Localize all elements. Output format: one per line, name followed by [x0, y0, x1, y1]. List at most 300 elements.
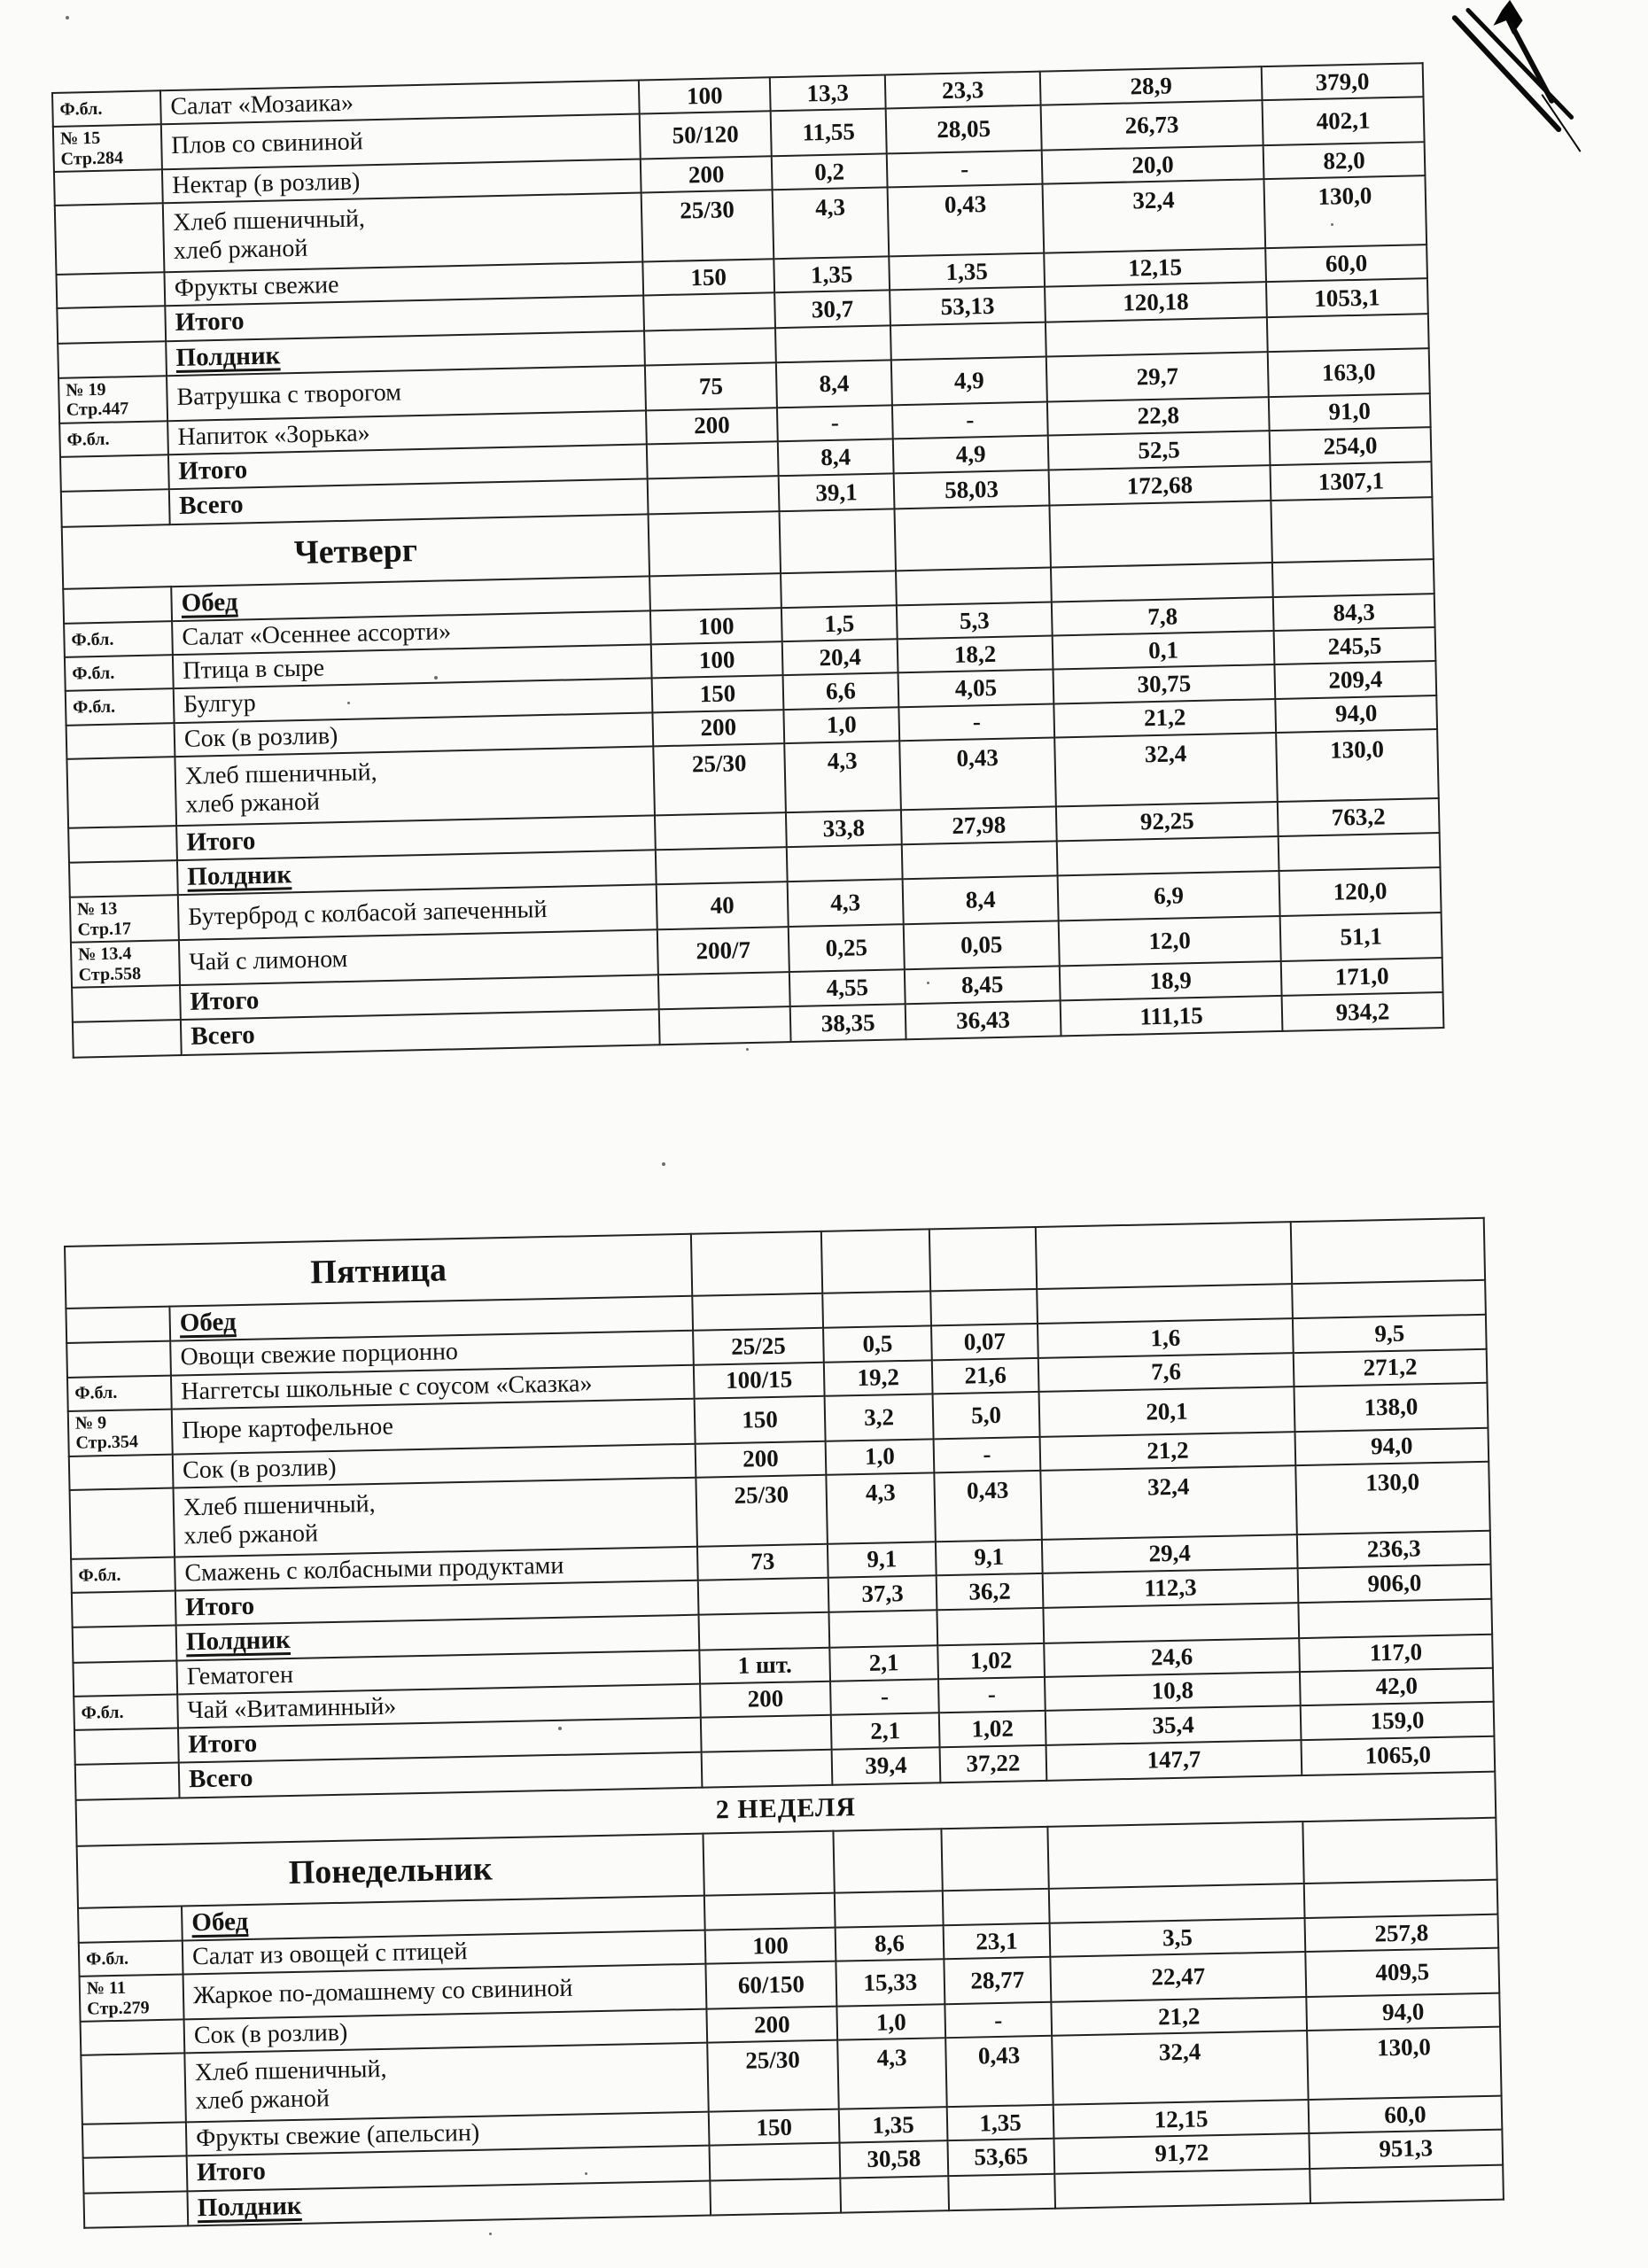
code-cell — [66, 757, 176, 828]
kcal-cell: 94,0 — [1306, 1993, 1500, 2031]
code-cell — [73, 1660, 177, 1697]
kcal-cell: 171,0 — [1281, 958, 1443, 996]
carbs-cell: 21,2 — [1051, 1997, 1307, 2036]
code-cell — [69, 860, 178, 897]
code-cell — [61, 490, 170, 527]
kcal-cell: 906,0 — [1298, 1565, 1492, 1604]
code-cell — [66, 723, 175, 759]
pen-stroke — [1465, 7, 1574, 120]
dish-name-cell: Чай «Витаминный» — [177, 1683, 701, 1728]
fat-cell: 1,02 — [937, 1643, 1045, 1679]
protein-cell: 39,4 — [832, 1748, 941, 1785]
code-cell: Ф.бл. — [79, 1940, 183, 1977]
dish-name-cell: Овощи свежие порционно — [170, 1331, 694, 1375]
code-cell: Ф.бл. — [71, 1557, 175, 1593]
empty-cell — [1049, 1884, 1305, 1923]
fat-cell: 0,43 — [945, 2036, 1053, 2107]
total-label-cell: Всего — [181, 1010, 660, 1055]
code-cell: Ф.бл. — [64, 621, 173, 657]
carbs-cell: 20,0 — [1042, 145, 1264, 184]
scan-speck — [662, 1162, 665, 1166]
meal-section-label: Полдник — [197, 2191, 302, 2222]
kcal-cell: 60,0 — [1265, 245, 1427, 282]
portion-cell: 50/120 — [640, 111, 772, 159]
portion-cell: 200 — [646, 408, 778, 444]
dish-name-cell: Нектар (в розлив) — [162, 159, 641, 203]
carbs-cell: 147,7 — [1046, 1740, 1302, 1780]
fat-cell: 0,05 — [904, 921, 1060, 970]
kcal-cell: 159,0 — [1301, 1702, 1495, 1741]
menu-table-week1 — [51, 62, 1444, 1058]
code-cell — [57, 307, 166, 344]
kcal-cell: 117,0 — [1299, 1634, 1493, 1672]
code-cell — [73, 1020, 182, 1057]
code-cell: Ф.бл. — [65, 655, 174, 691]
scan-speck — [489, 2233, 492, 2235]
portion-cell: 200 — [696, 1441, 827, 1477]
total-label-cell: Итого — [178, 1718, 702, 1763]
portion-cell: 200 — [700, 1681, 831, 1717]
empty-cell — [902, 842, 1058, 880]
portion-cell — [710, 2143, 841, 2180]
kcal-cell: 1307,1 — [1271, 462, 1433, 500]
code-cell: № 13.4 Стр.558 — [71, 940, 180, 987]
empty-cell — [649, 573, 781, 611]
kcal-cell: 409,5 — [1305, 1948, 1499, 1997]
code-cell — [75, 1763, 180, 1800]
empty-cell — [896, 567, 1052, 605]
kcal-cell: 257,8 — [1305, 1915, 1499, 1953]
day-header: Четверг — [62, 514, 649, 588]
fat-cell: 4,05 — [898, 670, 1054, 707]
code-cell: № 9 Стр.354 — [68, 1409, 173, 1456]
total-label-cell: Итого — [187, 2146, 711, 2191]
portion-cell: 150 — [695, 1396, 826, 1444]
kcal-cell: 402,1 — [1263, 97, 1425, 145]
dish-name-cell: Фрукты свежие — [164, 262, 643, 307]
kcal-cell: 245,5 — [1274, 627, 1436, 664]
empty-cell — [787, 844, 903, 882]
empty-cell — [780, 509, 896, 573]
portion-cell: 100/15 — [694, 1362, 825, 1398]
fat-cell: 18,2 — [898, 636, 1053, 673]
kcal-cell: 130,0 — [1263, 175, 1426, 248]
protein-cell: 4,3 — [784, 741, 901, 812]
code-cell — [54, 169, 163, 206]
carbs-cell: 1,6 — [1038, 1319, 1294, 1358]
empty-cell — [930, 1289, 1038, 1326]
carbs-cell: 21,2 — [1053, 699, 1276, 738]
carbs-cell: 12,0 — [1059, 916, 1281, 966]
portion-cell — [647, 441, 779, 479]
empty-cell — [943, 1888, 1050, 1925]
empty-cell — [894, 505, 1050, 571]
empty-cell — [1054, 2169, 1310, 2209]
menu-table — [51, 62, 1444, 1058]
day-header: Пятница — [65, 1234, 692, 1309]
kcal-cell: 84,3 — [1273, 594, 1435, 631]
portion-cell: 40 — [657, 882, 789, 930]
empty-cell — [692, 1293, 823, 1331]
empty-cell — [941, 1826, 1048, 1890]
empty-cell — [1043, 1603, 1299, 1643]
code-cell — [66, 1307, 170, 1344]
week-header: 2 НЕДЕЛЯ — [76, 1771, 1496, 1845]
portion-cell — [643, 293, 775, 331]
code-cell — [69, 1454, 174, 1490]
fat-cell: 0,43 — [934, 1471, 1042, 1542]
code-cell — [72, 985, 181, 1022]
empty-cell — [1036, 1222, 1292, 1289]
protein-cell: 4,3 — [773, 188, 890, 260]
protein-cell: 0,25 — [789, 924, 905, 972]
dish-name-cell: Сок (в розлив) — [173, 1443, 696, 1487]
total-label-cell: Итого — [176, 815, 656, 860]
empty-cell — [699, 1612, 830, 1650]
protein-cell: - — [777, 405, 893, 441]
fat-cell: 28,05 — [886, 105, 1042, 154]
portion-cell: 200/7 — [657, 927, 789, 975]
empty-cell — [929, 1227, 1037, 1291]
fat-cell: 5,3 — [897, 602, 1053, 640]
dish-name-cell: Сок (в розлив) — [175, 712, 654, 757]
protein-cell: 4,3 — [837, 2038, 947, 2109]
kcal-cell: 934,2 — [1282, 992, 1444, 1030]
protein-cell: 4,3 — [826, 1472, 936, 1543]
pen-stroke — [1541, 94, 1581, 152]
dish-name-cell: Хлеб пшеничный, хлеб ржаной — [163, 193, 643, 273]
kcal-cell: 120,0 — [1279, 867, 1442, 916]
empty-cell — [656, 847, 788, 885]
empty-cell — [1272, 559, 1434, 597]
empty-cell — [1298, 1599, 1492, 1638]
fat-cell: 23,3 — [885, 72, 1041, 109]
code-cell — [66, 1341, 171, 1378]
pen-mark-icon — [1444, 0, 1648, 168]
dish-name-cell: Хлеб пшеничный, хлеб ржаной — [184, 2043, 708, 2123]
kcal-cell: 254,0 — [1270, 427, 1432, 465]
protein-cell: 1,0 — [826, 1439, 935, 1475]
protein-cell: 1,0 — [836, 2004, 945, 2040]
portion-cell — [701, 1715, 832, 1752]
total-label-cell: Итого — [168, 444, 648, 489]
portion-cell: 25/30 — [707, 2040, 839, 2112]
carbs-cell: 172,68 — [1049, 465, 1271, 505]
code-cell: Ф.бл. — [67, 1375, 172, 1411]
protein-cell: 8,6 — [836, 1925, 944, 1961]
empty-cell — [833, 1829, 942, 1892]
kcal-cell: 271,2 — [1294, 1348, 1488, 1386]
code-cell — [81, 2054, 186, 2124]
meal-section-label: Полдник — [187, 860, 292, 891]
empty-cell — [840, 2176, 949, 2213]
portion-cell: 200 — [706, 2007, 837, 2043]
fat-cell: 1,35 — [947, 2105, 1054, 2141]
protein-cell: 11,55 — [771, 109, 887, 157]
kcal-cell: 130,0 — [1295, 1461, 1490, 1534]
dish-name-cell: Жаркое по-домашнему со свининой — [183, 1964, 707, 2020]
fat-cell: - — [898, 703, 1054, 741]
code-cell — [74, 1728, 179, 1765]
protein-cell: 1,5 — [781, 605, 898, 641]
carbs-cell: 12,15 — [1044, 248, 1266, 287]
empty-cell — [835, 1891, 944, 1928]
empty-cell — [937, 1608, 1044, 1645]
fat-cell: 9,1 — [936, 1540, 1043, 1576]
empty-cell — [644, 328, 776, 366]
carbs-cell: 22,47 — [1050, 1952, 1306, 2002]
fat-cell: 28,77 — [944, 1957, 1051, 2004]
fat-cell: - — [934, 1436, 1041, 1472]
dish-name-cell: Салат «Мозаика» — [160, 81, 640, 125]
protein-cell: 30,58 — [840, 2140, 949, 2178]
portion-cell — [659, 1006, 791, 1045]
carbs-cell: 112,3 — [1043, 1568, 1299, 1608]
carbs-cell: 18,9 — [1060, 961, 1282, 1001]
portion-cell — [655, 812, 787, 850]
fat-cell: 1,35 — [889, 253, 1045, 291]
kcal-cell: 94,0 — [1294, 1427, 1489, 1465]
empty-cell — [1279, 833, 1441, 871]
fat-cell: 27,98 — [901, 806, 1057, 844]
portion-cell: 25/30 — [641, 190, 774, 261]
carbs-cell: 22,8 — [1047, 397, 1270, 436]
kcal-cell: 130,0 — [1307, 2027, 1502, 2100]
fat-cell: 21,6 — [932, 1357, 1039, 1394]
fat-cell: 0,07 — [931, 1324, 1038, 1360]
meal-section-label: Полдник — [185, 1626, 292, 1657]
fat-cell: 37,22 — [940, 1745, 1047, 1783]
scan-speck — [746, 1048, 749, 1051]
carbs-cell: 32,4 — [1043, 179, 1266, 252]
empty-cell — [781, 571, 897, 608]
meal-section-label: Обед — [181, 587, 238, 617]
code-cell: № 11 Стр.279 — [80, 1975, 184, 2022]
kcal-cell: 1065,0 — [1301, 1736, 1495, 1775]
kcal-cell: 51,1 — [1280, 913, 1442, 961]
kcal-cell: 163,0 — [1268, 348, 1430, 397]
code-cell: № 15 Стр.284 — [53, 124, 162, 171]
empty-cell — [821, 1229, 930, 1293]
empty-cell — [828, 1611, 937, 1648]
fat-cell: 8,45 — [905, 966, 1061, 1004]
code-cell: № 13 Стр.17 — [70, 896, 179, 943]
fat-cell: 36,2 — [937, 1573, 1044, 1611]
portion-cell — [648, 477, 780, 515]
total-label-cell: Всего — [179, 1752, 703, 1798]
carbs-cell: 7,8 — [1052, 597, 1274, 636]
portion-cell: 25/30 — [696, 1474, 828, 1546]
dish-name-cell: Хлеб пшеничный, хлеб ржаной — [175, 746, 655, 826]
protein-cell: 20,4 — [782, 640, 898, 676]
empty-cell — [703, 1830, 834, 1895]
portion-cell: 100 — [651, 641, 783, 678]
carbs-cell: 0,1 — [1053, 631, 1275, 670]
dish-name-cell: Плов со свининой — [161, 114, 641, 170]
empty-cell — [775, 325, 891, 362]
fat-cell: - — [892, 401, 1048, 439]
carbs-cell: 26,73 — [1041, 100, 1263, 150]
empty-cell — [1267, 314, 1429, 352]
code-cell — [83, 2191, 188, 2228]
fat-cell: 23,1 — [944, 1923, 1051, 1960]
dish-name-cell: Смажень с колбасными продуктами — [175, 1546, 698, 1590]
code-cell — [56, 272, 165, 308]
pen-stroke — [1508, 21, 1556, 105]
dish-name-cell: Фрукты свежие (апельсин) — [186, 2112, 710, 2156]
carbs-cell: 28,9 — [1040, 66, 1263, 105]
carbs-cell: 3,5 — [1050, 1918, 1306, 1957]
carbs-cell: 32,4 — [1052, 2031, 1309, 2105]
menu-table — [64, 1217, 1504, 2229]
portion-cell — [658, 972, 790, 1010]
protein-cell: 13,3 — [770, 74, 886, 111]
carbs-cell: 35,4 — [1046, 1705, 1302, 1745]
fat-cell: - — [944, 2002, 1052, 2039]
protein-cell: 1,35 — [839, 2107, 948, 2143]
empty-cell — [1291, 1218, 1485, 1284]
fat-cell: 1,02 — [939, 1711, 1046, 1748]
portion-cell — [698, 1578, 829, 1615]
protein-cell: 37,3 — [828, 1575, 937, 1612]
empty-cell — [691, 1231, 822, 1296]
empty-cell — [1049, 501, 1271, 567]
portion-cell: 1 шт. — [699, 1647, 830, 1683]
kcal-cell: 763,2 — [1278, 798, 1440, 836]
fat-cell: 4,9 — [893, 436, 1049, 474]
meal-section-label: Обед — [191, 1907, 249, 1937]
empty-cell — [1037, 1284, 1293, 1324]
kcal-cell: 60,0 — [1309, 2096, 1503, 2134]
code-cell — [70, 1487, 175, 1558]
fat-cell: 5,0 — [933, 1392, 1040, 1439]
fat-cell: 36,43 — [906, 1001, 1061, 1039]
dish-name-cell: Бутерброд с колбасой запеченный — [178, 885, 657, 941]
carbs-cell: 29,7 — [1046, 352, 1269, 401]
carbs-cell: 10,8 — [1045, 1672, 1301, 1711]
fat-cell: 58,03 — [894, 470, 1050, 509]
empty-cell — [1302, 1817, 1496, 1883]
protein-cell: 4,3 — [788, 880, 904, 928]
carbs-cell: 24,6 — [1044, 1638, 1300, 1677]
dish-name-cell: Птица в сыре — [173, 645, 652, 689]
carbs-cell: 92,25 — [1056, 802, 1279, 842]
carbs-cell: 120,18 — [1045, 282, 1267, 322]
fat-cell: 8,4 — [903, 876, 1059, 925]
carbs-cell: 21,2 — [1040, 1432, 1296, 1471]
protein-cell: 38,35 — [790, 1005, 906, 1042]
total-label-cell: Всего — [169, 479, 649, 524]
pen-stroke — [1451, 14, 1563, 133]
carbs-cell: 52,5 — [1048, 431, 1271, 470]
empty-cell — [948, 2173, 1055, 2210]
portion-cell: 200 — [641, 156, 773, 192]
dish-name-cell: Наггетсы школьные с соусом «Сказка» — [171, 1364, 695, 1409]
empty-cell — [1051, 563, 1273, 602]
empty-cell — [704, 1892, 836, 1930]
code-cell — [82, 2123, 187, 2159]
carbs-cell: 7,6 — [1038, 1353, 1294, 1392]
scan-speck — [66, 16, 69, 19]
dish-name-cell: Сок (в розлив) — [184, 2009, 708, 2054]
empty-cell — [890, 322, 1046, 360]
code-cell — [83, 2156, 188, 2194]
dish-name-cell: Хлеб пшеничный, хлеб ржаной — [174, 1477, 697, 1557]
carbs-cell: 12,15 — [1053, 2100, 1310, 2139]
dish-name-cell: Гематоген — [176, 1650, 700, 1694]
meal-section-label: Обед — [179, 1308, 237, 1338]
empty-cell — [1057, 836, 1279, 876]
dish-name-cell: Напиток «Зорька» — [167, 410, 647, 454]
portion-cell: 25/30 — [653, 743, 786, 815]
portion-cell: 150 — [709, 2109, 840, 2146]
portion-cell: 100 — [639, 77, 771, 113]
kcal-cell: 951,3 — [1309, 2130, 1503, 2169]
kcal-cell: 1053,1 — [1266, 279, 1428, 317]
day-header: Понедельник — [77, 1833, 704, 1907]
empty-cell — [1047, 1821, 1303, 1889]
protein-cell: 30,7 — [774, 291, 890, 328]
portion-cell: 60/150 — [705, 1961, 836, 2009]
kcal-cell: 209,4 — [1274, 661, 1436, 698]
code-cell: Ф.бл. — [74, 1694, 178, 1730]
protein-cell: 2,1 — [829, 1645, 938, 1682]
empty-cell — [1271, 497, 1433, 563]
fat-cell: 0,43 — [888, 184, 1045, 257]
kcal-cell: 236,3 — [1297, 1530, 1491, 1568]
protein-cell: 3,2 — [825, 1394, 934, 1441]
protein-cell: 2,1 — [831, 1713, 940, 1750]
empty-cell — [1310, 2164, 1504, 2203]
code-cell — [78, 1906, 183, 1943]
protein-cell: 19,2 — [824, 1360, 933, 1396]
carbs-cell: 6,9 — [1058, 871, 1280, 920]
protein-cell: 1,35 — [773, 257, 890, 293]
carbs-cell: 29,4 — [1042, 1534, 1298, 1573]
code-cell — [81, 2019, 185, 2055]
dish-name-cell: Салат «Осеннее ассорти» — [172, 610, 651, 655]
fat-cell: 53,13 — [890, 287, 1046, 325]
code-cell — [72, 1590, 176, 1627]
protein-cell: 1,0 — [783, 707, 899, 743]
protein-cell: - — [830, 1679, 939, 1715]
code-cell: Ф.бл. — [52, 90, 161, 127]
carbs-cell: 32,4 — [1040, 1465, 1297, 1540]
empty-cell — [1292, 1280, 1486, 1319]
fat-cell: 53,65 — [947, 2139, 1054, 2176]
empty-cell — [649, 511, 781, 576]
code-cell — [73, 1626, 177, 1663]
protein-cell: 6,6 — [783, 673, 899, 710]
menu-table-friday-week2 — [64, 1217, 1504, 2229]
code-cell — [60, 454, 169, 492]
carbs-cell: 30,75 — [1053, 664, 1275, 703]
portion-cell: 25/25 — [693, 1328, 824, 1364]
kcal-cell: 94,0 — [1275, 695, 1437, 733]
kcal-cell: 82,0 — [1263, 142, 1426, 179]
code-cell — [68, 826, 177, 863]
kcal-cell: 9,5 — [1293, 1315, 1487, 1353]
dish-name-cell: Пюре картофельное — [172, 1398, 696, 1454]
kcal-cell: 42,0 — [1300, 1667, 1494, 1705]
pen-blob-mark — [1493, 0, 1526, 35]
protein-cell: 0,5 — [823, 1326, 932, 1363]
kcal-cell: 379,0 — [1262, 63, 1424, 100]
protein-cell: 8,4 — [776, 360, 892, 408]
total-label-cell: Итого — [180, 975, 659, 1020]
portion-cell: 73 — [697, 1543, 828, 1580]
protein-cell: 15,33 — [836, 1959, 944, 2006]
